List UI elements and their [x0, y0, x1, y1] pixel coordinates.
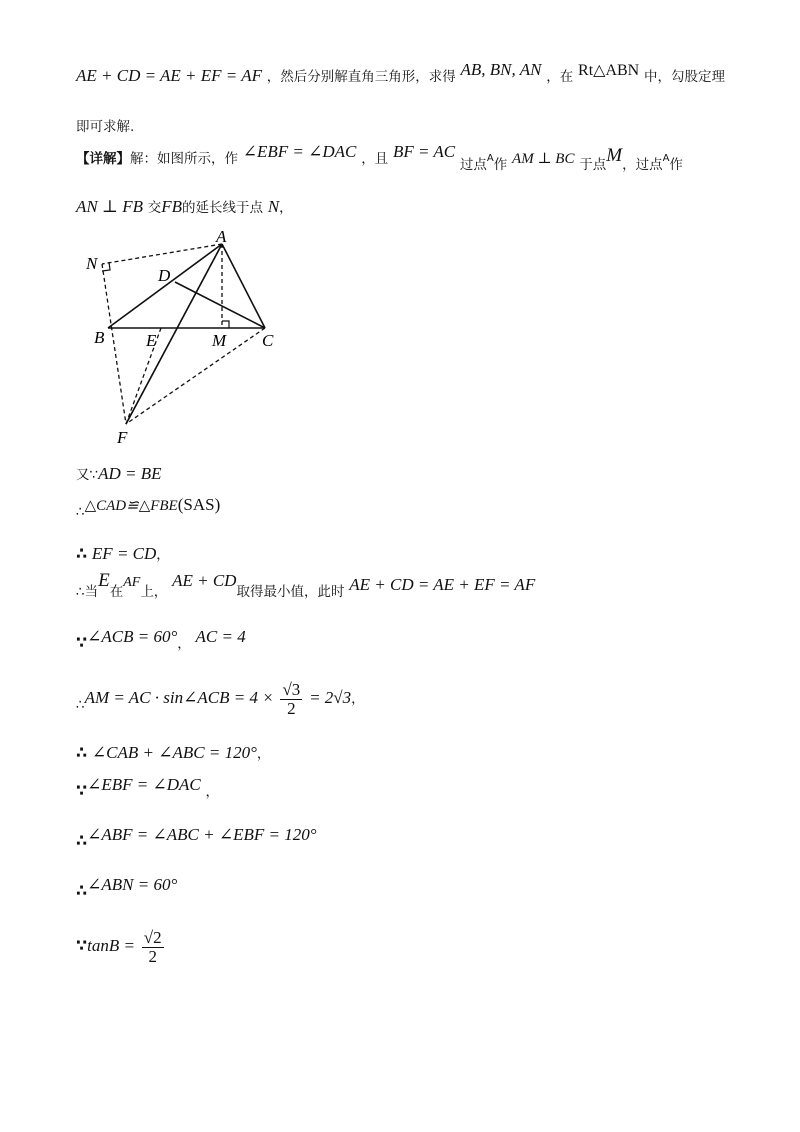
equation: ∠EBF = ∠DAC [242, 142, 357, 161]
equation: AE + CD = AE + EF = AF [76, 66, 262, 85]
segment-AC [222, 244, 265, 328]
step-3 [76, 544, 170, 565]
geometry-figure [76, 222, 306, 452]
section-heading: 【详解】 [76, 151, 130, 167]
symbol: ∵ [76, 633, 88, 652]
step-6 [76, 676, 365, 720]
text: 过点 [459, 157, 487, 173]
equation: AM = AC · sin∠ACB = 4 × [84, 688, 274, 707]
text: ， [177, 636, 191, 652]
equation: ∠CAB + ∠ABC = 120° [91, 743, 257, 762]
label-B: B [94, 328, 105, 347]
symbol: ∴ [76, 881, 88, 900]
text: 交 [147, 200, 162, 216]
equation: AD = BE [98, 464, 162, 483]
label-N: N [86, 254, 98, 273]
point-label: N [267, 197, 280, 216]
text: 的延长线于点 [182, 200, 264, 216]
fraction-denominator: 2 [148, 946, 157, 966]
text-line-1 [76, 60, 725, 87]
text: 在 [109, 584, 124, 600]
equation: AB, BN, AN [460, 60, 542, 79]
equation: ∠ABN = 60° [87, 875, 178, 894]
symbol: ∴ [76, 544, 88, 563]
equation: AE + CD = AE + EF = AF [349, 575, 536, 594]
point-label: A [662, 153, 670, 164]
step-1 [76, 464, 162, 485]
text-line-2 [76, 116, 134, 137]
point-label: E [98, 570, 110, 591]
text: ，在 [546, 69, 574, 85]
equation: ∠EBF = ∠DAC [87, 775, 201, 794]
equation: tanB = [87, 936, 135, 955]
text: ， [205, 784, 220, 800]
label-C: C [262, 331, 274, 350]
step-9 [76, 825, 317, 850]
text: 解：如图所示，作 [130, 151, 238, 167]
text: 又∵ [76, 467, 99, 483]
equation: EF = CD [91, 544, 157, 563]
step-4 [76, 570, 536, 600]
right-angle-mark-M [222, 321, 229, 328]
equation: BF = AC [392, 142, 456, 161]
equation: (SAS) [177, 495, 221, 514]
equation: AE + CD [172, 571, 237, 590]
equation: ∠ABF = ∠ABC + ∠EBF = 120° [87, 825, 317, 844]
equation: AM ⊥ BC [512, 151, 575, 167]
label-E: E [146, 331, 157, 350]
point-label: M [606, 145, 623, 166]
text: ， [279, 200, 293, 216]
label-D: D [158, 266, 171, 285]
step-10 [76, 875, 178, 900]
step-2 [76, 495, 221, 520]
fraction-numerator: √2 [143, 927, 162, 947]
text: ∴当 [76, 584, 99, 600]
fraction [280, 681, 302, 718]
text: ， [351, 691, 365, 707]
step-7 [76, 743, 270, 764]
step-5 [76, 627, 246, 652]
text: ，然后分别解直角三角形，求得 [266, 69, 456, 85]
text: 中，勾股定理 [644, 69, 725, 85]
equation: AC = 4 [195, 627, 246, 646]
symbol: ∴ [76, 504, 85, 520]
segment-AB [108, 244, 222, 328]
equation: FB [161, 197, 183, 216]
symbol: ∵ [76, 781, 88, 800]
text: ， [156, 547, 170, 563]
equation: = 2√3 [309, 688, 352, 707]
text: ，且 [361, 151, 389, 167]
equation: AF [123, 575, 141, 590]
text: 于点 [579, 157, 607, 173]
text: 取得最小值，此时 [236, 584, 345, 600]
point-label: A [486, 153, 494, 164]
symbol: ∵ [76, 936, 88, 955]
equation: △CAD≌△FBE [84, 498, 178, 514]
label-F: F [117, 428, 128, 447]
equation: Rt△ABN [578, 62, 640, 79]
fraction-numerator: √3 [282, 679, 301, 699]
symbol: ∴ [76, 743, 88, 762]
segment-CD [175, 282, 265, 328]
text-line-4 [76, 197, 293, 218]
text: ， [256, 746, 271, 762]
fraction-denominator: 2 [287, 698, 296, 718]
label-A: A [216, 227, 227, 246]
symbol: ∴ [76, 697, 85, 713]
text-line-3 [76, 142, 683, 173]
segment-NF [102, 264, 126, 424]
fraction [142, 929, 164, 966]
equation: ∠ACB = 60° [87, 627, 178, 646]
text: 即可求解. [76, 119, 135, 135]
symbol: ∴ [76, 831, 88, 850]
equation: AN ⊥ FB [76, 197, 143, 216]
text: 作 [493, 157, 508, 173]
label-M: M [212, 331, 227, 350]
segment-AN [102, 244, 222, 264]
text: 作 [669, 157, 683, 173]
step-8 [76, 775, 220, 800]
step-11 [76, 924, 166, 968]
text: ，过点 [622, 157, 663, 173]
text: 上， [140, 584, 168, 600]
